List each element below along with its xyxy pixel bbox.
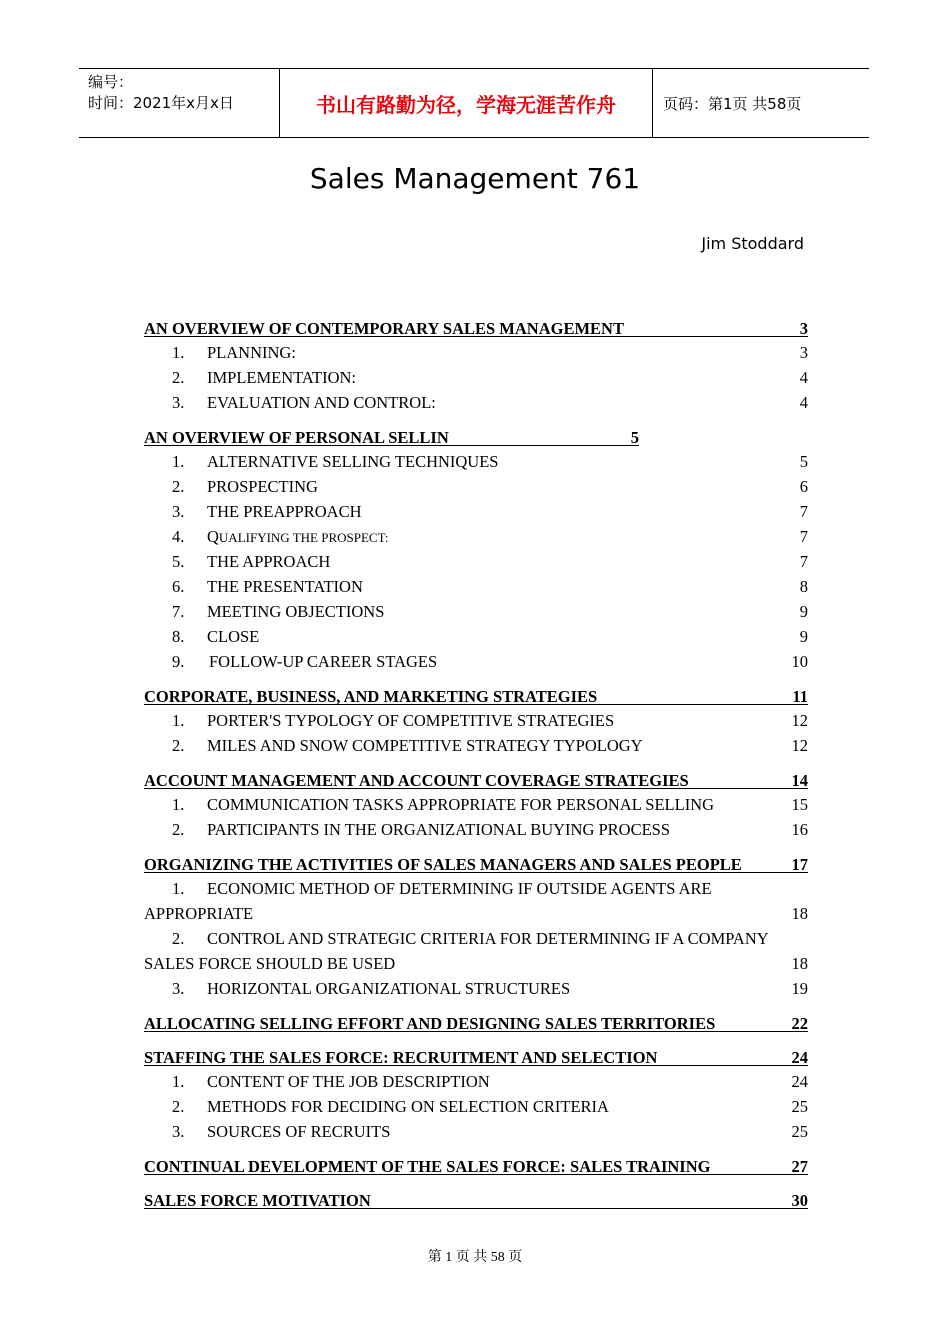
toc-item-number: 3. [172,393,185,412]
toc-item-number: 2. [172,929,185,948]
toc-item[interactable] [144,976,808,1001]
toc-item-title: COMMUNICATION TASKS APPROPRIATE FOR PERSONAL SELLING [207,795,715,814]
toc-section-page: 17 [791,855,808,874]
toc-item-title: SOURCES OF RECRUITS [207,1122,391,1141]
toc-section[interactable] [144,1190,808,1212]
toc-item-title: MEETING OBJECTIONS [207,602,385,621]
toc-item[interactable] [144,926,808,976]
toc-item-number: 1. [172,795,185,814]
toc-item-title: FOLLOW-UP CAREER STAGES [209,652,438,671]
toc-item-title: METHODS FOR DECIDING ON SELECTION CRITERIA [207,1097,609,1116]
toc-section-title: ACCOUNT MANAGEMENT AND ACCOUNT COVERAGE STRATEGIES [144,771,689,790]
toc-item[interactable] [144,549,808,574]
toc-item-page: 8 [799,577,808,596]
toc-item-title: CLOSE [207,627,260,646]
toc-item-number: 2. [172,1097,185,1116]
toc-item-number: 7. [172,602,185,621]
toc-item-page: 15 [791,795,808,814]
toc-section[interactable] [144,318,808,340]
toc-section-page: 24 [791,1048,808,1067]
toc-item-number: 2. [172,368,185,387]
toc-section[interactable] [144,427,808,449]
toc-section-title: AN OVERVIEW OF CONTEMPORARY SALES MANAGEMENT [144,319,624,338]
toc-item-page: 19 [791,979,808,998]
toc-item[interactable] [144,574,808,599]
toc-item-number: 3. [172,1122,185,1141]
toc-item-page: 12 [791,711,808,730]
toc-item-title: PROSPECTING [207,477,318,496]
toc-section[interactable] [144,770,808,792]
toc-item-number: 2. [172,736,185,755]
toc-item-title: PORTER'S TYPOLOGY OF COMPETITIVE STRATEGIES [207,711,615,730]
toc-item-page: 3 [799,343,808,362]
toc-item-number: 9. [172,652,185,671]
number-label: 编号： [88,73,134,91]
toc-item-number: 4. [172,527,185,546]
toc-item-page: 5 [799,452,808,471]
toc-item-page: 6 [799,477,808,496]
toc-item-number: 3. [172,979,185,998]
toc-item-title: HORIZONTAL ORGANIZATIONAL STRUCTURES [207,979,571,998]
toc-item[interactable] [144,817,808,842]
toc-item-number: 5. [172,552,185,571]
toc-item-number: 1. [172,343,185,362]
toc-section-page: 3 [799,319,808,338]
toc-item-number: 1. [172,1072,185,1091]
toc-item-page: 7 [799,502,808,521]
toc-section-title: AN OVERVIEW OF PERSONAL SELLIN [144,428,449,447]
toc-item-title: ALTERNATIVE SELLING TECHNIQUES [207,452,499,471]
toc-section-title: SALES FORCE MOTIVATION [144,1191,371,1210]
toc-item-title: CONTENT OF THE JOB DESCRIPTION [207,1072,490,1091]
toc-section-title: ORGANIZING THE ACTIVITIES OF SALES MANAGERS AND SALES PEOPLE [144,855,742,874]
page-footer: 第 1 页 共 58 页 [427,1250,523,1265]
toc-item-number: 2. [172,820,185,839]
toc-section-title: ALLOCATING SELLING EFFORT AND DESIGNING SALES TERRITORIES [144,1014,716,1033]
toc-item-page: 10 [791,652,808,671]
toc-item-title-initial: Q [207,527,219,546]
toc-item-page: 16 [791,820,808,839]
toc-item[interactable] [144,449,808,474]
toc-item[interactable] [144,390,808,415]
toc-item-title-rest: UALIFYING THE PROSPECT: [218,530,389,545]
toc-item-title-line2: APPROPRIATE [144,904,254,923]
toc-section-page: 22 [791,1014,808,1033]
toc-section[interactable] [144,686,808,708]
toc-item-title: PARTICIPANTS IN THE ORGANIZATIONAL BUYING PROCESS [207,820,671,839]
header-table [79,68,869,138]
toc-section-title: CONTINUAL DEVELOPMENT OF THE SALES FORCE: SALES TRAINING [144,1157,711,1176]
header-left-cell [79,69,280,137]
toc-section[interactable] [144,854,808,876]
toc-item-page: 4 [799,393,808,412]
toc-item-title: THE PRESENTATION [207,577,363,596]
toc-item-number: 6. [172,577,185,596]
toc-item-page: 18 [791,954,808,973]
page-info: 页码：第1页 共58页 [663,94,802,113]
toc-item-title-line1: ECONOMIC METHOD OF DETERMINING IF OUTSIDE AGENTS ARE [207,879,712,898]
toc-item-page: 25 [791,1122,808,1141]
toc-item[interactable] [144,524,808,549]
toc-item-number: 1. [172,711,185,730]
toc-item[interactable] [144,499,808,524]
toc-item[interactable] [144,474,808,499]
toc-item-page: 9 [799,602,808,621]
toc-item-number: 2. [172,477,185,496]
toc-item-number: 1. [172,879,185,898]
toc-section-page: 14 [791,771,808,790]
toc-item-title: IMPLEMENTATION: [207,368,356,387]
toc-item[interactable] [144,876,808,926]
toc-item[interactable] [144,708,808,733]
toc-item-page: 7 [799,552,808,571]
date-label: 时间：2021年x月x日 [88,94,234,112]
toc-item-page: 25 [791,1097,808,1116]
toc-item-title: EVALUATION AND CONTROL: [207,393,436,412]
toc-item-number: 3. [172,502,185,521]
toc-item-title: PLANNING: [207,343,296,362]
toc-item-title-line2: SALES FORCE SHOULD BE USED [144,954,396,973]
toc-item[interactable] [144,1069,808,1094]
toc-section[interactable] [144,1013,808,1035]
toc-section[interactable] [144,1047,808,1069]
toc-item[interactable] [144,649,808,674]
table-of-contents [144,318,808,1212]
toc-item-title-line1: CONTROL AND STRATEGIC CRITERIA FOR DETERMINING IF A COMPANY [207,929,769,948]
toc-item[interactable] [144,365,808,390]
toc-section-title: CORPORATE, BUSINESS, AND MARKETING STRATEGIES [144,687,598,706]
toc-item-page: 9 [799,627,808,646]
toc-item[interactable] [144,1094,808,1119]
toc-item-title: MILES AND SNOW COMPETITIVE STRATEGY TYPOLOGY [207,736,643,755]
toc-item-page: 24 [791,1072,808,1091]
toc-item-page: 4 [799,368,808,387]
toc-item[interactable] [144,340,808,365]
author: Jim Stoddard [701,234,804,253]
toc-item[interactable] [144,599,808,624]
toc-item-title: THE PREAPPROACH [207,502,362,521]
toc-section[interactable] [144,1156,808,1178]
toc-item-title [207,524,389,550]
toc-item-page: 18 [791,904,808,923]
toc-item-page: 12 [791,736,808,755]
toc-item-page: 7 [799,527,808,546]
toc-item[interactable] [144,733,808,758]
toc-section-title: STAFFING THE SALES FORCE: RECRUITMENT AND SELECTION [144,1048,658,1067]
toc-section-page: 5 [630,428,639,447]
toc-item-number: 1. [172,452,185,471]
toc-section-page: 11 [792,687,808,706]
toc-item[interactable] [144,624,808,649]
toc-item-number: 8. [172,627,185,646]
toc-section-page: 27 [791,1157,808,1176]
toc-item-title: THE APPROACH [207,552,331,571]
toc-section-page: 30 [791,1191,808,1210]
toc-item[interactable] [144,792,808,817]
document-title: Sales Management 761 [309,162,641,195]
toc-item[interactable] [144,1119,808,1144]
motto: 书山有路勤为径，学海无涯苦作舟 [280,69,653,137]
